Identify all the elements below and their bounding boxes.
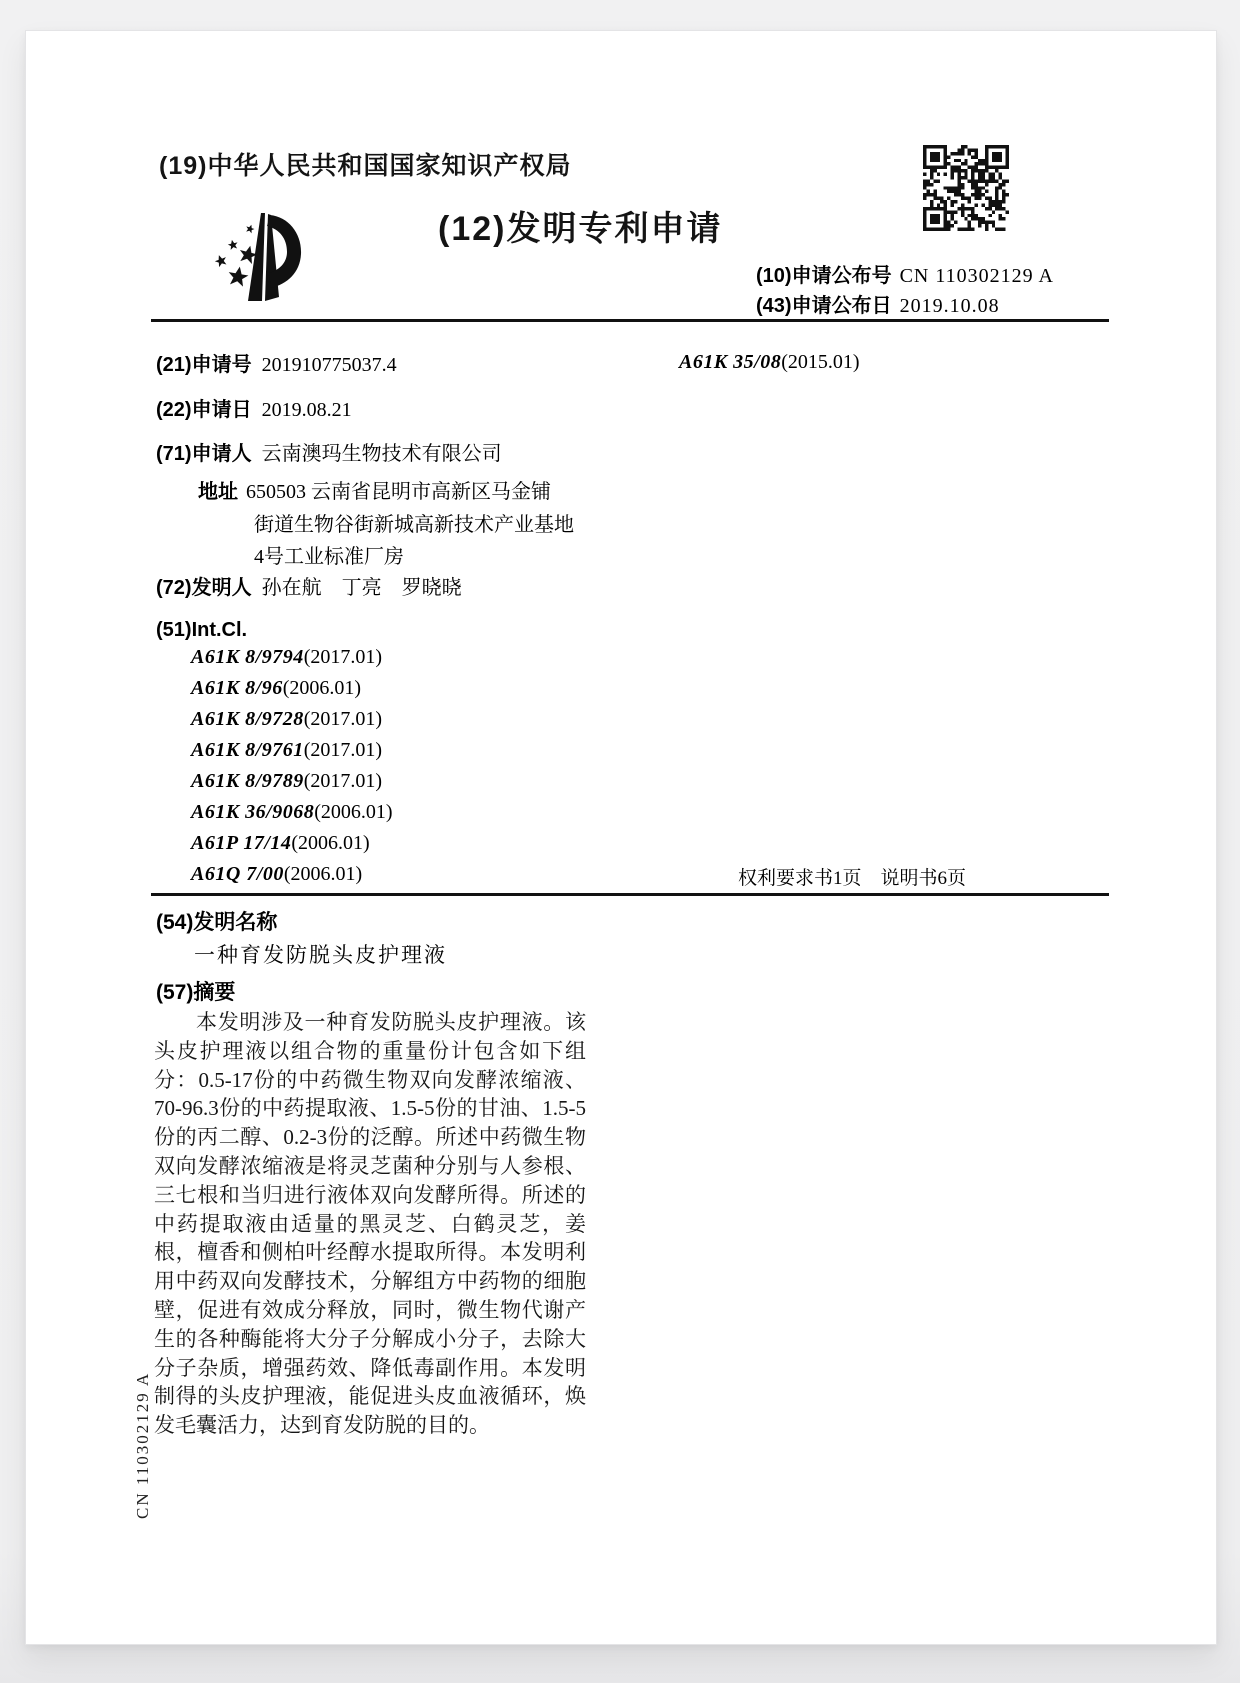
intcl-code: A61Q 7/00 [191,863,284,885]
primary-classification [679,351,860,374]
application-number-label: (21)申请号 [156,354,252,376]
intcl-row [156,619,247,642]
intcl-code: A61K 8/9728 [191,708,304,730]
inventors-label: (72)发明人 [156,577,252,599]
intcl-item [191,832,370,855]
invention-title-label: (54)发明名称 [156,911,278,934]
inventors-value: 孙在航 丁亮 罗晓晓 [261,577,462,599]
applicant-address-line-2 [246,508,574,537]
applicant-value: 云南澳玛生物技术有限公司 [261,443,502,465]
intcl-item [191,801,393,824]
address-value-1: 650503 云南省昆明市高新区马金铺 [246,481,551,503]
patent-front-page [25,30,1217,1645]
intcl-label: (51)Int.Cl. [156,619,248,641]
intcl-version: (2006.01) [283,863,363,885]
side-publication-code: CN 110302129 A [133,1371,152,1519]
intcl-code: A61K 8/9794 [191,646,304,668]
applicant-address-line-1 [198,475,551,504]
intcl-item [191,739,382,762]
intcl-code: A61P 17/14 [191,832,292,854]
cnipa-logo-icon [209,209,303,313]
application-number-value: 201910775037.4 [261,354,397,376]
intcl-version: (2017.01) [303,708,383,730]
intcl-version: (2017.01) [303,739,383,761]
publication-number-label: (10)申请公布号 [756,265,892,287]
abstract-text: 本发明涉及一种育发防脱头皮护理液。该头皮护理液以组合物的重量份计包含如下组分：0.5-17份的中药微生物双向发酵浓缩液、70-96.3份的中药提取液、1.5-5份的甘油、1.5-5份的丙二醇、0.2-3份的泛醇。所述中药微生物双向发酵浓缩液是将灵芝菌种分别与人参根、三七根和当归进行液体双向发酵所得。所述的中药提取液由适量的黑灵芝、白鹤灵芝，姜根，檀香和侧柏叶经醇水提取所得。本发明利用中药双向发酵技术，分解组方中药物的细胞壁，促进有效成分释放，同时，微生物代谢产生的各种酶能将大分子分解成小分子，去除大分子杂质，增强药效、降低毒副作用。本发明制得的头皮护理液，能促进头皮血液循环，焕发毛囊活力，达到育发防脱的目的。 [154,1010,586,1438]
intcl-version: (2006.01) [282,677,362,699]
applicant-address-line-3 [246,540,404,569]
abstract-label: (57)摘要 [156,981,236,1004]
invention-title: 一种育发防脱头皮护理液 [194,943,447,967]
intcl-item [191,770,382,793]
intcl-item [191,708,382,731]
publication-number-value: CN 110302129 A [899,265,1054,287]
intcl-version: (2006.01) [291,832,370,854]
intcl-version: (2017.01) [303,770,383,792]
application-date-row [156,393,352,422]
applicant-row [156,437,502,466]
address-label: 地址 [198,481,238,503]
address-value-2: 街道生物谷街新城高新技术产业基地 [254,514,574,536]
intcl-item [191,646,382,669]
primary-class-code: A61K 35/08 [679,351,782,373]
intcl-item [191,677,361,700]
publication-date-line [756,289,1000,318]
qr-code [923,143,1009,233]
divider-top [151,319,1109,322]
intcl-code: A61K 8/96 [191,677,283,699]
publication-number-line [756,259,1054,288]
intcl-version: (2017.01) [303,646,383,668]
application-date-value: 2019.08.21 [261,399,352,421]
intcl-code: A61K 36/9068 [191,801,315,823]
issuing-office-title: (19)中华人民共和国国家知识产权局 [159,152,572,180]
address-value-3: 4号工业标准厂房 [254,546,404,568]
primary-class-version: (2015.01) [781,351,860,373]
intcl-code: A61K 8/9789 [191,770,304,792]
inventors-row [156,571,462,600]
publication-date-value: 2019.10.08 [899,295,1000,317]
publication-date-label: (43)申请公布日 [756,295,892,317]
intcl-version: (2006.01) [314,801,393,823]
application-date-label: (22)申请日 [156,399,252,421]
pages-info: 权利要求书1页 说明书6页 [738,868,967,889]
document-type-title: (12)发明专利申请 [438,210,723,248]
intcl-item [191,863,362,886]
application-number-row [156,348,397,377]
intcl-code: A61K 8/9761 [191,739,304,761]
divider-middle [151,893,1109,896]
applicant-label: (71)申请人 [156,443,252,465]
